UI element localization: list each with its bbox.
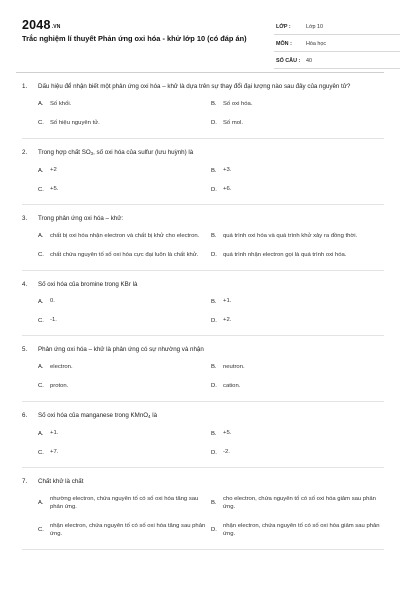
option-text: chất chứa nguyên tố số oxi hóa cực đại luôn là chất khử. xyxy=(50,251,199,258)
option-b[interactable] xyxy=(211,297,384,306)
option-text: +3. xyxy=(223,167,232,174)
question-text: Dấu hiệu để nhận biết một phản ứng oxi hóa – khử là dựa trên sự thay đổi đại lượng nào sau đây của nguyên tử? xyxy=(38,83,351,90)
option-text: +7. xyxy=(50,449,59,456)
question-text-post: là xyxy=(150,411,158,419)
question-list xyxy=(22,82,384,559)
option-letter: B. xyxy=(211,499,217,506)
option-text: nhận electron, chứa nguyên tố có số oxi hóa tăng sau phản ứng. xyxy=(50,522,206,537)
question-number: 2. xyxy=(22,148,28,156)
option-c[interactable] xyxy=(38,522,211,539)
question-number: 1. xyxy=(22,83,28,90)
option-letter: A. xyxy=(38,100,44,107)
option-d[interactable] xyxy=(211,382,384,391)
question-stem xyxy=(22,280,384,290)
subscript: 3 xyxy=(90,150,94,156)
option-letter: A. xyxy=(38,430,44,437)
option-letter: A. xyxy=(38,167,44,174)
option-c[interactable] xyxy=(38,316,211,325)
option-d[interactable] xyxy=(211,119,384,128)
question-text: Số oxi hóa của bromine trong KBr là xyxy=(38,280,138,288)
meta-label: MÔN : xyxy=(276,41,292,47)
option-b[interactable] xyxy=(211,232,384,241)
option-d[interactable] xyxy=(211,185,384,194)
option-b[interactable] xyxy=(211,429,384,438)
option-a[interactable] xyxy=(38,495,211,512)
question-4 xyxy=(22,280,384,337)
option-letter: A. xyxy=(38,298,44,305)
option-a[interactable] xyxy=(38,429,211,438)
option-letter: C. xyxy=(38,186,44,193)
question-text: Trong phản ứng oxi hóa – khử: xyxy=(38,215,124,222)
option-letter: D. xyxy=(211,449,217,456)
question-5 xyxy=(22,345,384,402)
question-number: 7. xyxy=(22,478,28,485)
option-letter: C. xyxy=(38,251,44,258)
option-text: cation. xyxy=(223,382,241,389)
option-text: -1. xyxy=(50,317,57,324)
option-text: cho electron, chứa nguyên tố có số oxi hóa giảm sau phản ứng. xyxy=(223,495,376,510)
question-text-post: , số oxi hóa của sulfur (lưu huỳnh) là xyxy=(93,148,194,156)
option-letter: C. xyxy=(38,119,44,126)
question-number: 6. xyxy=(22,411,28,419)
option-text: +1. xyxy=(223,298,232,305)
meta-value: Hóa học xyxy=(306,41,327,47)
document-title: Trắc nghiệm lí thuyết Phản ứng oxi hóa - khử lớp 10 (có đáp án) xyxy=(22,34,247,43)
question-2 xyxy=(22,148,384,206)
option-letter: A. xyxy=(38,499,44,506)
question-stem xyxy=(22,82,384,92)
option-text: proton. xyxy=(50,382,69,389)
question-7 xyxy=(22,477,384,550)
answer-options xyxy=(22,297,384,325)
question-stem xyxy=(22,477,384,487)
site-logo[interactable] xyxy=(22,18,61,32)
option-a[interactable] xyxy=(38,232,211,241)
option-text: Số oxi hóa. xyxy=(223,100,253,107)
option-b[interactable] xyxy=(211,363,384,372)
option-letter: D. xyxy=(211,382,217,389)
option-letter: B. xyxy=(211,100,217,107)
option-letter: D. xyxy=(211,317,217,324)
meta-value: Lớp 10 xyxy=(306,24,324,30)
meta-row-count xyxy=(274,52,400,69)
option-d[interactable] xyxy=(211,251,384,260)
answer-options xyxy=(22,495,384,539)
option-text: chất bị oxi hóa nhận electron và chất bị khử cho electron. xyxy=(50,232,200,239)
option-text: Số hiệu nguyên tử. xyxy=(50,119,100,126)
question-text: Chất khử là chất xyxy=(38,478,84,485)
question-text-pre: Số oxi hóa của manganese trong KMnO xyxy=(38,411,149,419)
option-d[interactable] xyxy=(211,522,384,539)
answer-options xyxy=(22,232,384,260)
option-text: neutron. xyxy=(223,363,245,370)
option-c[interactable] xyxy=(38,448,211,457)
question-number: 4. xyxy=(22,280,28,288)
option-letter: D. xyxy=(211,526,217,533)
answer-options xyxy=(22,429,384,457)
option-a[interactable] xyxy=(38,100,211,109)
option-text: quá trình oxi hóa và quá trình khử xảy ra đồng thời. xyxy=(223,232,358,239)
option-letter: B. xyxy=(211,167,217,174)
option-letter: B. xyxy=(211,232,217,239)
option-a[interactable] xyxy=(38,297,211,306)
meta-label: SỐ CÂU : xyxy=(276,58,301,64)
answer-options xyxy=(22,363,384,391)
option-letter: D. xyxy=(211,186,217,193)
option-a[interactable] xyxy=(38,363,211,372)
option-letter: B. xyxy=(211,298,217,305)
question-stem xyxy=(22,214,384,224)
question-stem xyxy=(22,411,384,422)
option-c[interactable] xyxy=(38,251,211,260)
option-text: +1. xyxy=(50,430,59,437)
option-letter: A. xyxy=(38,232,44,239)
option-letter: C. xyxy=(38,526,44,533)
question-number: 5. xyxy=(22,346,28,353)
option-text: -2. xyxy=(223,449,230,456)
question-number: 3. xyxy=(22,215,28,222)
option-letter: C. xyxy=(38,382,44,389)
option-text: 0. xyxy=(50,298,55,305)
answer-options xyxy=(22,100,384,128)
question-3 xyxy=(22,214,384,271)
option-letter: A. xyxy=(38,363,44,370)
subscript: 4 xyxy=(148,413,151,419)
meta-row-grade xyxy=(274,18,400,35)
answer-options xyxy=(22,166,384,194)
option-letter: C. xyxy=(38,317,44,324)
header-divider xyxy=(16,72,384,73)
question-1 xyxy=(22,82,384,139)
option-c[interactable] xyxy=(38,119,211,128)
option-c[interactable] xyxy=(38,185,211,194)
question-6 xyxy=(22,411,384,469)
document-meta xyxy=(274,18,400,69)
question-text: Phản ứng oxi hóa – khử là phản ứng có sự nhường và nhận xyxy=(38,346,204,353)
document-header xyxy=(22,14,384,80)
option-letter: D. xyxy=(211,251,217,258)
option-text: +2. xyxy=(223,317,232,324)
logo-domain: .VN xyxy=(51,24,61,30)
option-text: Số khối. xyxy=(50,100,72,107)
option-text: electron. xyxy=(50,363,73,370)
option-text: nhận electron, chứa nguyên tố có số oxi hóa giảm sau phản ứng. xyxy=(223,522,380,537)
question-text xyxy=(38,149,193,156)
option-text: Số mol. xyxy=(223,119,243,126)
option-a[interactable] xyxy=(38,166,211,175)
question-text xyxy=(38,412,157,419)
option-letter: B. xyxy=(211,363,217,370)
option-d[interactable] xyxy=(211,316,384,325)
question-text-pre: Trong hợp chất SO xyxy=(38,148,91,156)
meta-row-subject xyxy=(274,35,400,52)
option-d[interactable] xyxy=(211,448,384,457)
meta-value: 40 xyxy=(306,58,312,64)
option-text: nhường electron, chứa nguyên tố có số oxi hóa tăng sau phản ứng. xyxy=(50,495,199,510)
option-c[interactable] xyxy=(38,382,211,391)
option-text: +2 xyxy=(50,167,57,174)
option-letter: B. xyxy=(211,430,217,437)
option-text: +5. xyxy=(223,430,232,437)
option-b[interactable] xyxy=(211,100,384,109)
option-text: +6. xyxy=(223,186,232,193)
option-text: +5. xyxy=(50,186,59,193)
option-b[interactable] xyxy=(211,495,384,512)
logo-number: 2048 xyxy=(22,18,51,32)
option-letter: D. xyxy=(211,119,217,126)
option-text: quá trình nhận electron gọi là quá trình oxi hóa. xyxy=(223,251,347,258)
meta-label: LỚP : xyxy=(276,24,291,30)
question-stem xyxy=(22,345,384,355)
question-stem xyxy=(22,148,384,159)
option-b[interactable] xyxy=(211,166,384,175)
option-letter: C. xyxy=(38,449,44,456)
